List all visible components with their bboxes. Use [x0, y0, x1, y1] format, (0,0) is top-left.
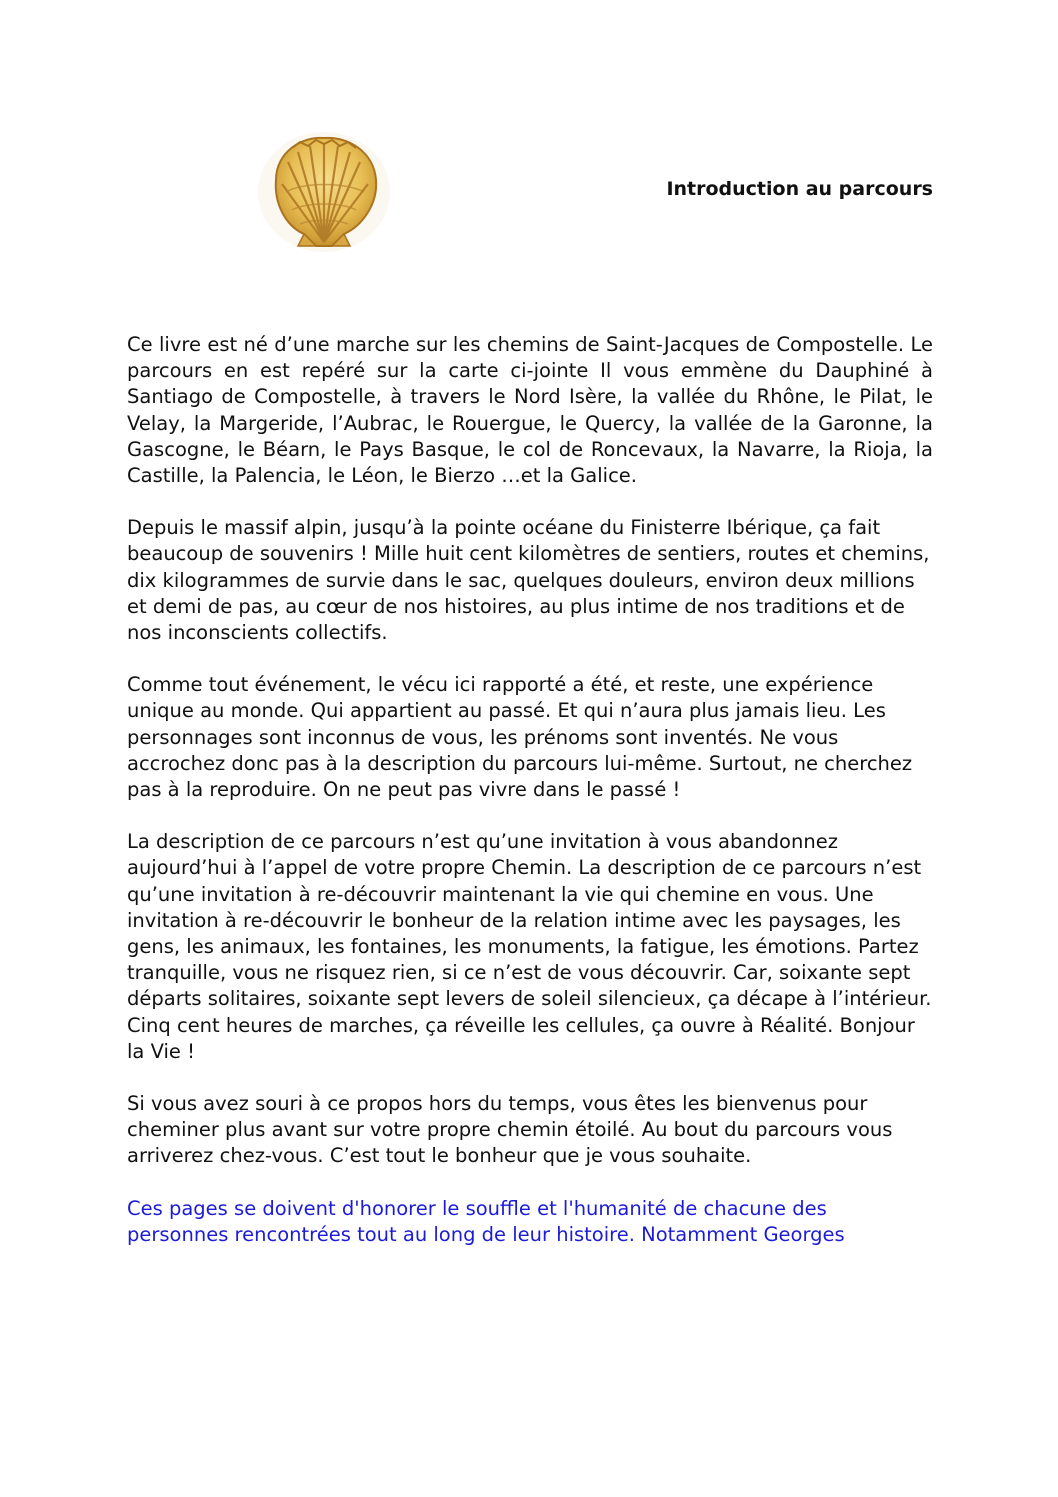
paragraph-hommage: Ces pages se doivent d'honorer le souffle et l'humanité de chacune des personnes rencontrées tout au long de leur histoire. Notamment Georges	[127, 1196, 845, 1246]
paragraph-invitation: La description de ce parcours n’est qu’une invitation à vous abandonnez aujourd’hui à l’appel de votre propre Chemin. La description de ce parcours n’est qu’une invitation à re-découvrir maintenant la vie qui chemine en vous. Une invitation à re-découvrir le bonheur de la relation intime avec les paysages, les gens, les animaux, les fontaines, les monuments, la fatigue, les émotions. Partez tranquille, vous ne risquez rien, si ce n’est de vous découvrir. Car, soixante sept départs solitaires, soixante sept levers de soleil silencieux, ça décape à l’intérieur. Cinq cent heures de marches, ça réveille les cellules, ça ouvre à Réalité. Bonjour la Vie !	[127, 830, 932, 1063]
paragraph-bienvenus: Si vous avez souri à ce propos hors du temps, vous êtes les bienvenus pour cheminer plus avant sur votre propre chemin étoilé. Au bout du parcours vous arriverez chez-vous. C’est tout le bonheur que je vous souhaite.	[127, 1092, 893, 1168]
page-title: Introduction au parcours	[666, 178, 933, 200]
paragraph-souvenirs: Depuis le massif alpin, jusqu’à la pointe océane du Finisterre Ibérique, ça fait beaucoup de souvenirs ! Mille huit cent kilomètres de sentiers, routes et chemins, dix kilogrammes de survie dans le sac, quelques douleurs, environ deux millions et demi de pas, au cœur de nos histoires, au plus intime de nos traditions et de nos inconscients collectifs.	[127, 516, 930, 645]
paragraph-intro: Ce livre est né d’une marche sur les chemins de Saint-Jacques de Compostelle. Le parcours en est repéré sur la carte ci-jointe Il vous emmène du Dauphiné à Santiago de Compostelle, à travers le Nord Isère, la vallée du Rhône, le Pilat, le Velay, la Margeride, l’Aubrac, le Rouergue, le Quercy, la vallée de la Garonne, la Gascogne, le Béarn, le Pays Basque, le col de Roncevaux, la Navarre, la Rioja, la Castille, la Palencia, le Léon, le Bierzo …et la Galice.	[127, 333, 933, 488]
scallop-shell-icon	[252, 122, 396, 258]
paragraph-experience: Comme tout événement, le vécu ici rapporté a été, et reste, une expérience unique au monde. Qui appartient au passé. Et qui n’aura plus jamais lieu. Les personnages sont inconnus de vous, les prénoms sont inventés. Ne vous accrochez donc pas à la description du parcours lui-même. Surtout, ne cherchez pas à la reproduire. On ne peut pas vivre dans le passé !	[127, 673, 913, 802]
body-text	[127, 332, 933, 1274]
